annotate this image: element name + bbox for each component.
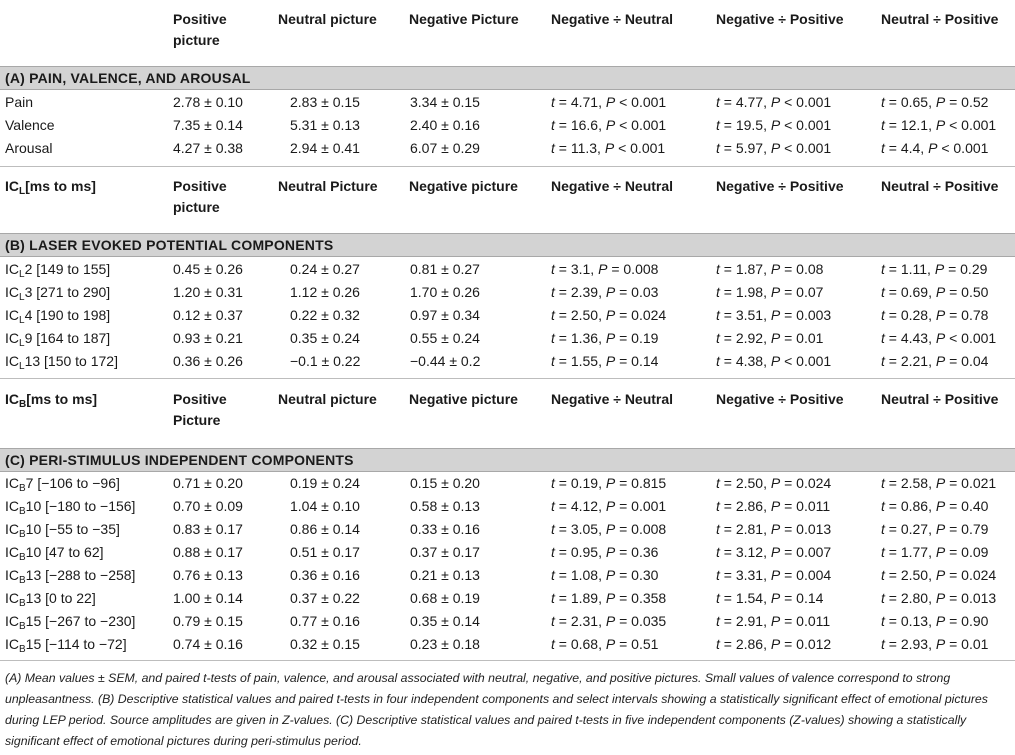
- col-header-neu-pos: Neutral ÷ Positive: [881, 11, 999, 27]
- col-header-neg-pos: Negative ÷ Positive: [716, 178, 844, 194]
- section-c-band: [0, 448, 1015, 472]
- neu-vs-pos-test: t = 1.77, P = 0.09: [881, 544, 989, 560]
- neu-vs-pos-test: t = 0.65, P = 0.52: [881, 94, 989, 110]
- col-header-negative: Negative picture: [409, 178, 518, 194]
- neg-vs-neu-test: t = 1.55, P = 0.14: [551, 353, 659, 369]
- table-row: [0, 587, 1015, 610]
- positive-value: 1.20 ± 0.31: [173, 284, 243, 300]
- ic-b-header: $IC_B[ms$ to ms]: [5, 391, 98, 410]
- neutral-value: 0.36 ± 0.16: [290, 567, 360, 583]
- positive-value: 0.83 ± 0.17: [173, 521, 243, 537]
- neg-vs-neu-test: t = 0.68, P = 0.51: [551, 636, 659, 652]
- col-header-neg-neu: Negative ÷ Neutral: [551, 178, 674, 194]
- section-a-title: (A) PAIN, VALENCE, AND AROUSAL: [5, 70, 251, 86]
- row-label: $IC_L9$ [164 to 187]: [5, 330, 111, 349]
- neg-vs-pos-test: t = 2.92, P = 0.01: [716, 330, 824, 346]
- table-row: [0, 258, 1015, 281]
- negative-value: 0.15 ± 0.20: [410, 475, 480, 491]
- positive-value: 0.70 ± 0.09: [173, 498, 243, 514]
- neg-vs-neu-test: t = 16.6, P < 0.001: [551, 117, 667, 133]
- row-label: $IC_B15$ [−114 to −72]: [5, 636, 127, 655]
- neu-vs-pos-test: t = 0.86, P = 0.40: [881, 498, 989, 514]
- negative-value: 0.55 ± 0.24: [410, 330, 480, 346]
- neutral-value: 0.22 ± 0.32: [290, 307, 360, 323]
- neu-vs-pos-test: t = 4.43, P < 0.001: [881, 330, 997, 346]
- table-row: [0, 541, 1015, 564]
- negative-value: 0.81 ± 0.27: [410, 261, 480, 277]
- positive-value: 0.93 ± 0.21: [173, 330, 243, 346]
- section-c-title: (C) PERI-STIMULUS INDEPENDENT COMPONENTS: [5, 452, 354, 468]
- neu-vs-pos-test: t = 2.93, P = 0.01: [881, 636, 989, 652]
- table-row: [0, 495, 1015, 518]
- positive-value: 2.78 ± 0.10: [173, 94, 243, 110]
- row-label: $IC_L2$ [149 to 155]: [5, 261, 111, 280]
- positive-value: 0.74 ± 0.16: [173, 636, 243, 652]
- neu-vs-pos-test: t = 2.58, P = 0.021: [881, 475, 997, 491]
- negative-value: 0.68 ± 0.19: [410, 590, 480, 606]
- negative-value: 0.97 ± 0.34: [410, 307, 480, 323]
- neg-vs-pos-test: t = 1.98, P = 0.07: [716, 284, 824, 300]
- neg-vs-pos-test: t = 2.50, P = 0.024: [716, 475, 832, 491]
- positive-value: 0.79 ± 0.15: [173, 613, 243, 629]
- table-footnote: (A) Mean values ± SEM, and paired t-tests of pain, valence, and arousal associated with neutral, negative, and positive pictures. Small values of valence correspond to strong unpleasantness. (B) Descriptive statistical values and paired t-tests in four independent components and select intervals showing a statistically significant effect of emotional pictures during LEP period. Source amplitudes are given in Z-values. (C) Descriptive statistical values and paired t-tests in five independent components (Z-values) showing a statistically significant effect of emotional pictures during peri-stimulus period.: [5, 671, 988, 748]
- row-label: $IC_B13$ [−288 to −258]: [5, 567, 136, 586]
- negative-value: 0.33 ± 0.16: [410, 521, 480, 537]
- neg-vs-pos-test: t = 19.5, P < 0.001: [716, 117, 832, 133]
- col-header-positive: Positive picture: [173, 178, 227, 215]
- row-label: $IC_B13$ [0 to 22]: [5, 590, 96, 609]
- positive-value: 1.00 ± 0.14: [173, 590, 243, 606]
- positive-value: 0.45 ± 0.26: [173, 261, 243, 277]
- neutral-value: 0.77 ± 0.16: [290, 613, 360, 629]
- positive-value: 0.71 ± 0.20: [173, 475, 243, 491]
- neg-vs-pos-test: t = 4.38, P < 0.001: [716, 353, 832, 369]
- neu-vs-pos-test: t = 1.11, P = 0.29: [881, 261, 988, 277]
- positive-value: 0.12 ± 0.37: [173, 307, 243, 323]
- col-header-neg-neu: Negative ÷ Neutral: [551, 11, 674, 27]
- section-a-band: [0, 66, 1015, 90]
- neu-vs-pos-test: t = 12.1, P < 0.001: [881, 117, 997, 133]
- col-header-neu-pos: Neutral ÷ Positive: [881, 178, 999, 194]
- neu-vs-pos-test: t = 0.13, P = 0.90: [881, 613, 989, 629]
- table-row: [0, 281, 1015, 304]
- neu-vs-pos-test: t = 2.50, P = 0.024: [881, 567, 997, 583]
- negative-value: 0.58 ± 0.13: [410, 498, 480, 514]
- neutral-value: 0.86 ± 0.14: [290, 521, 360, 537]
- neu-vs-pos-test: t = 0.28, P = 0.78: [881, 307, 989, 323]
- col-header-neg-neu: Negative ÷ Neutral: [551, 391, 674, 407]
- positive-value: 0.88 ± 0.17: [173, 544, 243, 560]
- col-header-neutral: Neutral picture: [278, 11, 377, 27]
- table-row: [0, 91, 1015, 114]
- neutral-value: 0.24 ± 0.27: [290, 261, 360, 277]
- neg-vs-neu-test: t = 4.71, P < 0.001: [551, 94, 667, 110]
- neutral-value: 1.04 ± 0.10: [290, 498, 360, 514]
- neutral-value: 0.19 ± 0.24: [290, 475, 360, 491]
- table-row: [0, 304, 1015, 327]
- neg-vs-neu-test: t = 4.12, P = 0.001: [551, 498, 667, 514]
- neg-vs-neu-test: t = 3.1, P = 0.008: [551, 261, 659, 277]
- row-label: $IC_B15$ [−267 to −230]: [5, 613, 136, 632]
- negative-value: 0.23 ± 0.18: [410, 636, 480, 652]
- row-label: Arousal: [5, 140, 53, 156]
- positive-value: 4.27 ± 0.38: [173, 140, 243, 156]
- separator: [0, 166, 1015, 167]
- col-header-neutral: Neutral Picture: [278, 178, 378, 194]
- negative-value: 3.34 ± 0.15: [410, 94, 480, 110]
- col-header-neu-pos: Neutral ÷ Positive: [881, 391, 999, 407]
- neutral-value: 0.37 ± 0.22: [290, 590, 360, 606]
- row-label: $IC_L3$ [271 to 290]: [5, 284, 111, 303]
- neg-vs-neu-test: t = 0.19, P = 0.815: [551, 475, 667, 491]
- neutral-value: 2.83 ± 0.15: [290, 94, 360, 110]
- row-label: Valence: [5, 117, 55, 133]
- row-label: $IC_L4$ [190 to 198]: [5, 307, 111, 326]
- neu-vs-pos-test: t = 2.80, P = 0.013: [881, 590, 997, 606]
- separator: [0, 660, 1015, 661]
- neg-vs-neu-test: t = 2.39, P = 0.03: [551, 284, 659, 300]
- positive-value: 0.76 ± 0.13: [173, 567, 243, 583]
- table-row: [0, 564, 1015, 587]
- col-header-neutral: Neutral picture: [278, 391, 377, 407]
- col-header-neg-pos: Negative ÷ Positive: [716, 11, 844, 27]
- neu-vs-pos-test: t = 0.69, P = 0.50: [881, 284, 989, 300]
- neg-vs-pos-test: t = 4.77, P < 0.001: [716, 94, 832, 110]
- table-row: [0, 327, 1015, 350]
- negative-value: 0.37 ± 0.17: [410, 544, 480, 560]
- neg-vs-neu-test: t = 11.3, P < 0.001: [551, 140, 666, 156]
- col-header-negative: Negative picture: [409, 391, 518, 407]
- neg-vs-neu-test: t = 1.08, P = 0.30: [551, 567, 659, 583]
- neg-vs-pos-test: t = 2.86, P = 0.011: [716, 498, 831, 514]
- table-row: [0, 472, 1015, 495]
- row-label: $IC_B10$ [−55 to −35]: [5, 521, 120, 540]
- col-header-positive: Positive Picture: [173, 391, 227, 428]
- neutral-value: 0.32 ± 0.15: [290, 636, 360, 652]
- neu-vs-pos-test: t = 4.4, P < 0.001: [881, 140, 989, 156]
- table-row: [0, 610, 1015, 633]
- neg-vs-neu-test: t = 3.05, P = 0.008: [551, 521, 667, 537]
- neg-vs-pos-test: t = 2.81, P = 0.013: [716, 521, 832, 537]
- row-label: $IC_B7$ [−106 to −96]: [5, 475, 120, 494]
- neg-vs-pos-test: t = 3.12, P = 0.007: [716, 544, 832, 560]
- neg-vs-pos-test: t = 1.87, P = 0.08: [716, 261, 824, 277]
- section-b-band: [0, 233, 1015, 257]
- neg-vs-neu-test: t = 2.50, P = 0.024: [551, 307, 667, 323]
- col-header-positive: Positive picture: [173, 11, 227, 48]
- row-label: $IC_B10$ [47 to 62]: [5, 544, 104, 563]
- neutral-value: 2.94 ± 0.41: [290, 140, 360, 156]
- negative-value: 0.35 ± 0.14: [410, 613, 480, 629]
- neutral-value: 0.51 ± 0.17: [290, 544, 360, 560]
- neg-vs-neu-test: t = 2.31, P = 0.035: [551, 613, 667, 629]
- neu-vs-pos-test: t = 0.27, P = 0.79: [881, 521, 989, 537]
- table-row: [0, 114, 1015, 137]
- neg-vs-pos-test: t = 2.91, P = 0.011: [716, 613, 831, 629]
- neg-vs-pos-test: t = 1.54, P = 0.14: [716, 590, 824, 606]
- neg-vs-pos-test: t = 3.51, P = 0.003: [716, 307, 832, 323]
- negative-value: 1.70 ± 0.26: [410, 284, 480, 300]
- neg-vs-pos-test: t = 5.97, P < 0.001: [716, 140, 832, 156]
- separator: [0, 378, 1015, 379]
- neg-vs-neu-test: t = 0.95, P = 0.36: [551, 544, 659, 560]
- section-b-title: (B) LASER EVOKED POTENTIAL COMPONENTS: [5, 237, 334, 253]
- neutral-value: −0.1 ± 0.22: [290, 353, 361, 369]
- neutral-value: 1.12 ± 0.26: [290, 284, 360, 300]
- neg-vs-pos-test: t = 3.31, P = 0.004: [716, 567, 832, 583]
- neg-vs-pos-test: t = 2.86, P = 0.012: [716, 636, 832, 652]
- table-row: [0, 633, 1015, 656]
- table-row: [0, 518, 1015, 541]
- negative-value: 0.21 ± 0.13: [410, 567, 480, 583]
- row-label: $IC_B10$ [−180 to −156]: [5, 498, 136, 517]
- negative-value: 6.07 ± 0.29: [410, 140, 480, 156]
- table-row: [0, 137, 1015, 160]
- neg-vs-neu-test: t = 1.36, P = 0.19: [551, 330, 659, 346]
- neu-vs-pos-test: t = 2.21, P = 0.04: [881, 353, 989, 369]
- neutral-value: 5.31 ± 0.13: [290, 117, 360, 133]
- negative-value: 2.40 ± 0.16: [410, 117, 480, 133]
- negative-value: −0.44 ± 0.2: [410, 353, 481, 369]
- col-header-negative: Negative Picture: [409, 11, 519, 27]
- neg-vs-neu-test: t = 1.89, P = 0.358: [551, 590, 667, 606]
- row-label: Pain: [5, 94, 34, 110]
- neutral-value: 0.35 ± 0.24: [290, 330, 360, 346]
- row-label: $IC_L13$ [150 to 172]: [5, 353, 118, 372]
- table-row: [0, 350, 1015, 373]
- positive-value: 0.36 ± 0.26: [173, 353, 243, 369]
- col-header-neg-pos: Negative ÷ Positive: [716, 391, 844, 407]
- ic-l-header: $IC_L[ms$ to ms]: [5, 178, 96, 197]
- positive-value: 7.35 ± 0.14: [173, 117, 243, 133]
